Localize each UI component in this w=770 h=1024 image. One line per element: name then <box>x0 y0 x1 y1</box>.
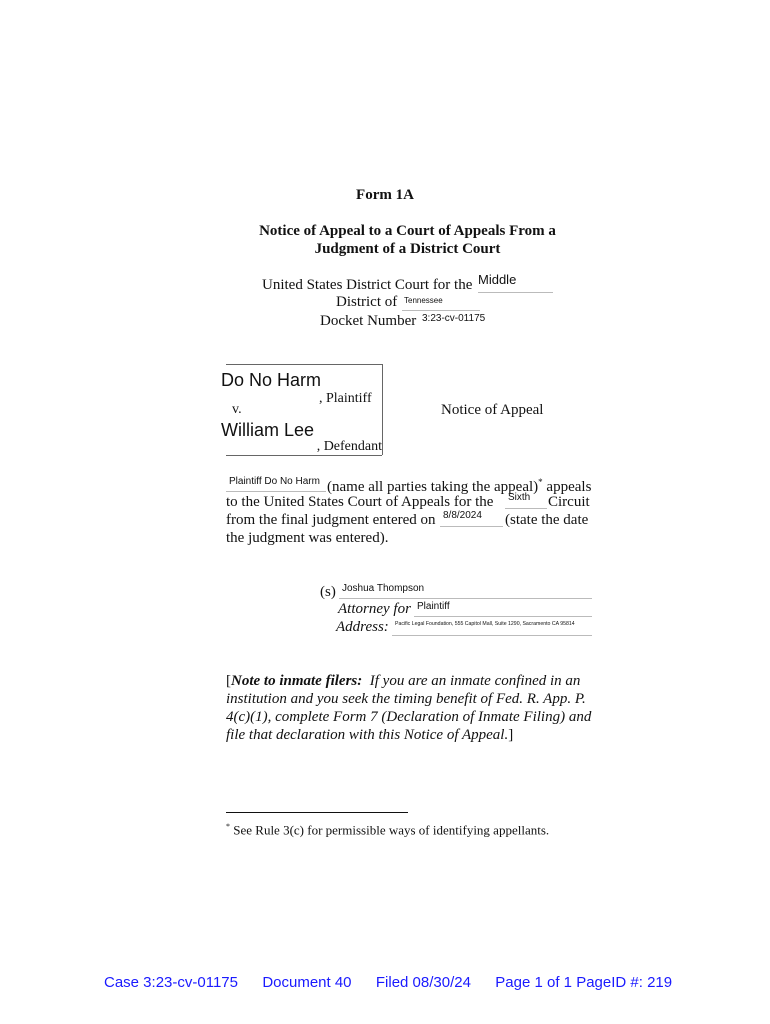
form-title-line2: Judgment of a District Court <box>314 241 501 257</box>
note-line4: file that declaration with this Notice of Appeal. <box>226 727 509 743</box>
district-of-label: District of <box>336 294 398 310</box>
plaintiff-name-field[interactable]: Do No Harm <box>221 370 322 390</box>
signature-s-label: (s) <box>320 584 336 600</box>
circuit-field[interactable]: Sixth <box>505 492 547 509</box>
filing-stamp <box>104 974 672 991</box>
note-line3: 4(c)(1), complete Form 7 (Declaration of Inmate Filing) and <box>226 709 592 725</box>
note-line1: If you are an inmate confined in an <box>369 673 581 689</box>
signature-field[interactable]: Joshua Thompson <box>339 583 592 599</box>
attorney-for-label: Attorney for <box>338 601 411 617</box>
form-number: Form 1A <box>356 187 414 203</box>
stamp-case: Case 3:23-cv-01175 <box>104 974 238 991</box>
note-close-bracket: ] <box>508 727 514 743</box>
address-field[interactable]: Pacific Legal Foundation, 555 Capitol Mall, Suite 1290, Sacramento CA 95814 <box>392 620 592 636</box>
footnote <box>226 822 549 838</box>
footnote-marker-bottom: * <box>226 822 230 831</box>
district-state-field[interactable]: Tennessee <box>402 296 480 311</box>
plaintiff-label: , Plaintiff <box>319 391 372 406</box>
note-heading: Note to inmate filers: <box>231 673 363 689</box>
appealing-party-field[interactable]: Plaintiff Do No Harm <box>226 476 326 492</box>
attorney-for-field[interactable]: Plaintiff <box>414 601 592 617</box>
district-court-label: United States District Court for the <box>262 277 473 293</box>
footnote-marker: * <box>538 477 543 487</box>
body-line2-end: Circuit <box>548 494 590 510</box>
address-label: Address: <box>336 619 389 635</box>
defendant-name-field[interactable]: William Lee <box>221 420 315 440</box>
docket-number-label: Docket Number <box>320 313 417 329</box>
district-division-field[interactable]: Middle <box>478 272 553 293</box>
note-open-bracket: [ <box>226 673 231 689</box>
inmate-note <box>226 672 606 744</box>
body-line1-text: (name all parties taking the appeal) <box>327 479 539 495</box>
defendant-label: , Defendant <box>226 439 382 456</box>
stamp-page: Page 1 of 1 PageID #: 219 <box>495 974 673 991</box>
note-line2: institution and you seek the timing benefit of Fed. R. App. P. <box>226 691 586 707</box>
body-line1-end: appeals <box>546 479 592 495</box>
stamp-filed: Filed 08/30/24 <box>375 974 471 991</box>
docket-number-field[interactable]: 3:23-cv-01175 <box>422 313 486 324</box>
body-line3-end: (state the date <box>505 512 589 528</box>
body-line4: the judgment was entered). <box>226 530 389 546</box>
body-line3-start: from the final judgment entered on <box>226 512 436 528</box>
footnote-rule <box>226 812 408 813</box>
versus-label: v. <box>232 402 242 417</box>
notice-of-appeal-label: Notice of Appeal <box>441 402 544 418</box>
body-line2-start: to the United States Court of Appeals for the <box>226 494 494 510</box>
footnote-text: See Rule 3(c) for permissible ways of identifying appellants. <box>233 822 550 838</box>
stamp-document: Document 40 <box>262 974 352 991</box>
form-title-line1: Notice of Appeal to a Court of Appeals From a <box>259 223 556 239</box>
judgment-date-field[interactable]: 8/8/2024 <box>440 510 503 527</box>
